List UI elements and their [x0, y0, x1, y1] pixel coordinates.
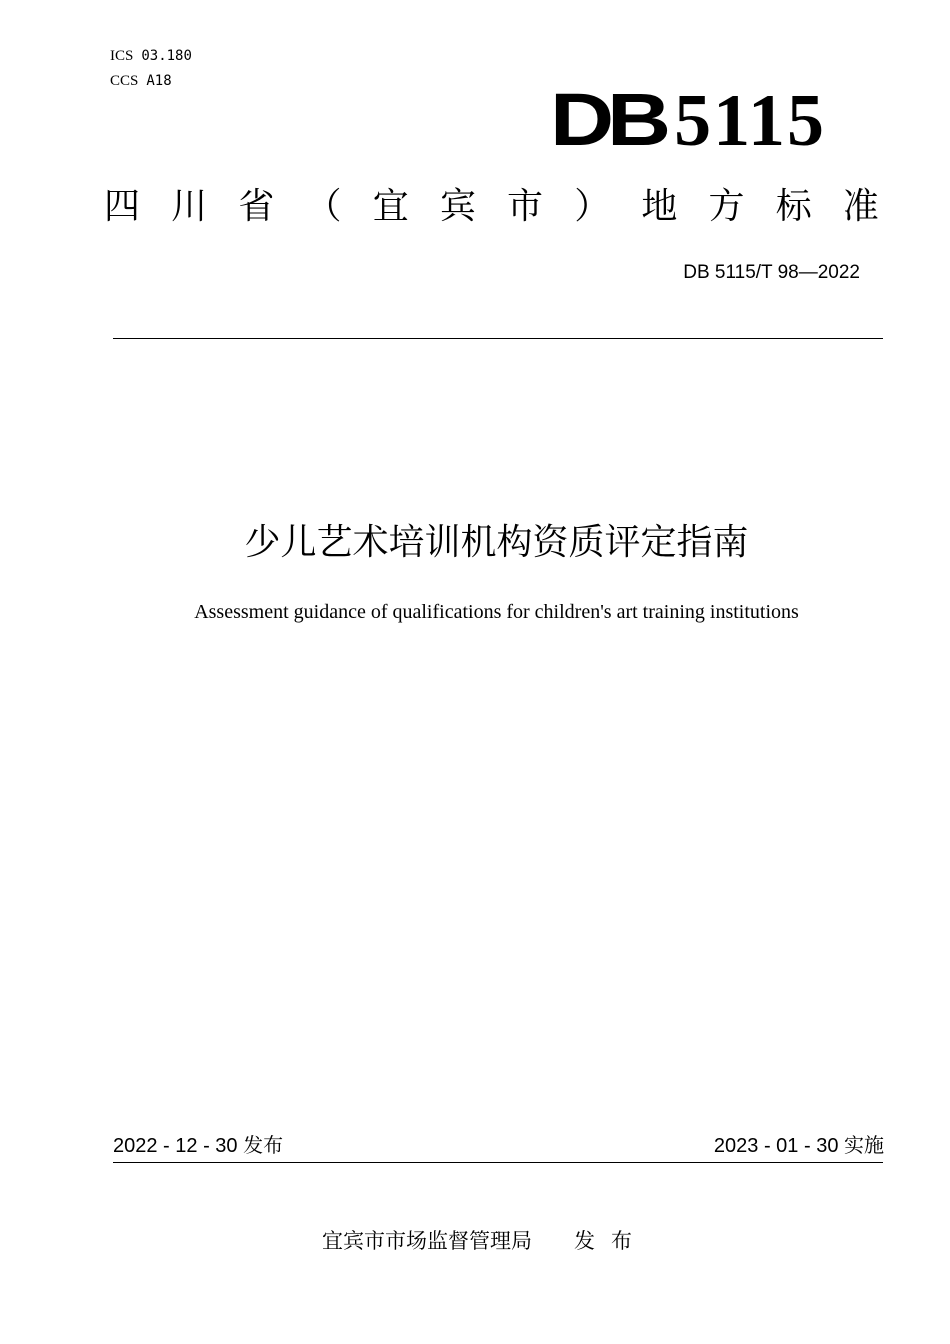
issuer-line	[322, 1226, 648, 1256]
standard-type-char: 方	[708, 186, 745, 227]
standard-type-char: 市	[507, 186, 544, 227]
standard-type-char: 四	[104, 186, 141, 227]
standard-type-char: 川	[171, 186, 208, 227]
standard-type-char: 宾	[439, 186, 476, 227]
standard-type-char: 准	[842, 186, 879, 227]
standard-number: DB 5115/T 98—2022	[683, 262, 860, 283]
logo-letters: DB	[550, 78, 665, 161]
ics-code	[110, 46, 192, 66]
standard-type-char: （	[305, 186, 342, 227]
standard-type-char: ）	[574, 186, 611, 227]
ccs-code	[110, 71, 172, 91]
publish-date: 2022 - 12 - 30 发布	[113, 1135, 284, 1157]
issuer-action: 发布	[574, 1229, 648, 1253]
ics-value: 03.180	[141, 48, 192, 64]
implementation-date: 2023 - 01 - 30 实施	[713, 1135, 884, 1157]
issuer-name: 宜宾市市场监督管理局	[322, 1229, 532, 1253]
document-title-english: Assessment guidance of qualifications for children's art training institutions	[194, 601, 799, 623]
standard-type-char: 宜	[372, 186, 409, 227]
document-title-chinese: 少儿艺术培训机构资质评定指南	[244, 522, 749, 563]
standard-type-char: 标	[775, 186, 812, 227]
top-divider	[113, 338, 883, 339]
ccs-value: A18	[146, 73, 172, 89]
standard-type-char: 地	[641, 186, 678, 227]
ccs-label: CCS	[110, 73, 139, 89]
ics-label: ICS	[110, 48, 134, 64]
logo-number: 5115	[674, 80, 826, 162]
standard-type-char: 省	[238, 186, 275, 227]
standard-logo	[508, 80, 826, 160]
bottom-divider	[113, 1162, 883, 1163]
standard-type-heading	[104, 182, 879, 232]
